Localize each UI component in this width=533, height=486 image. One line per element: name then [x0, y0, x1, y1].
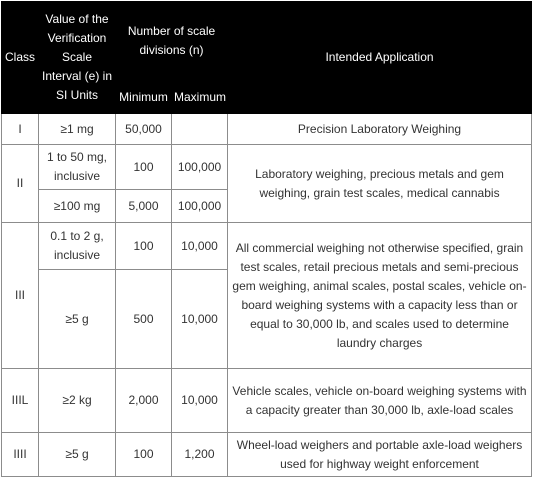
max-cell: 10,000: [172, 270, 228, 369]
class-cell: I: [2, 114, 39, 145]
table-row: [2, 433, 532, 477]
min-cell: 2,000: [116, 369, 172, 433]
value-cell: ≥1 mg: [39, 114, 116, 145]
max-cell: 100,000: [172, 145, 228, 190]
min-cell: 5,000: [116, 190, 172, 223]
table-row: [2, 223, 532, 270]
header-application: Intended Application: [228, 2, 532, 114]
value-cell: ≥2 kg: [39, 369, 116, 433]
table-row: [2, 114, 532, 145]
header-value: Value of the Verification Scale Interval (e) in SI Units: [39, 2, 116, 114]
value-cell: ≥100 mg: [39, 190, 116, 223]
table-row: [2, 145, 532, 190]
class-cell: IIIL: [2, 369, 39, 433]
application-cell: Vehicle scales, vehicle on-board weighing systems with a capacity greater than 30,000 lb, axle-load scales: [228, 369, 532, 433]
value-cell: 0.1 to 2 g, inclusive: [39, 223, 116, 270]
header-minimum: Minimum: [116, 81, 172, 114]
header-maximum: Maximum: [172, 81, 228, 114]
max-cell: 1,200: [172, 433, 228, 477]
min-cell: 100: [116, 433, 172, 477]
header-class: Class: [2, 2, 39, 114]
min-cell: 100: [116, 223, 172, 270]
value-cell: ≥5 g: [39, 270, 116, 369]
class-cell: III: [2, 223, 39, 369]
max-cell: 100,000: [172, 190, 228, 223]
application-cell: Precision Laboratory Weighing: [228, 114, 532, 145]
max-cell: [172, 114, 228, 145]
value-cell: ≥5 g: [39, 433, 116, 477]
min-cell: 100: [116, 145, 172, 190]
application-cell: Laboratory weighing, precious metals and gem weighing, grain test scales, medical cannabis: [228, 145, 532, 223]
table-row: [2, 369, 532, 433]
application-cell: Wheel-load weighers and portable axle-load weighers used for highway weight enforcement: [228, 433, 532, 477]
table-header: [2, 2, 532, 114]
scale-class-table: [1, 1, 532, 477]
value-cell: 1 to 50 mg, inclusive: [39, 145, 116, 190]
header-divisions: Number of scale divisions (n): [116, 2, 228, 81]
class-cell: II: [2, 145, 39, 223]
min-cell: 500: [116, 270, 172, 369]
application-cell: All commercial weighing not otherwise specified, grain test scales, retail precious metals and semi-precious gem weighing, animal scales, postal scales, vehicle on-board weighing systems with a capacity less than or equal to 30,000 lb, and scales used to determine laundry charges: [228, 223, 532, 369]
min-cell: 50,000: [116, 114, 172, 145]
max-cell: 10,000: [172, 223, 228, 270]
class-cell: IIII: [2, 433, 39, 477]
max-cell: 10,000: [172, 369, 228, 433]
